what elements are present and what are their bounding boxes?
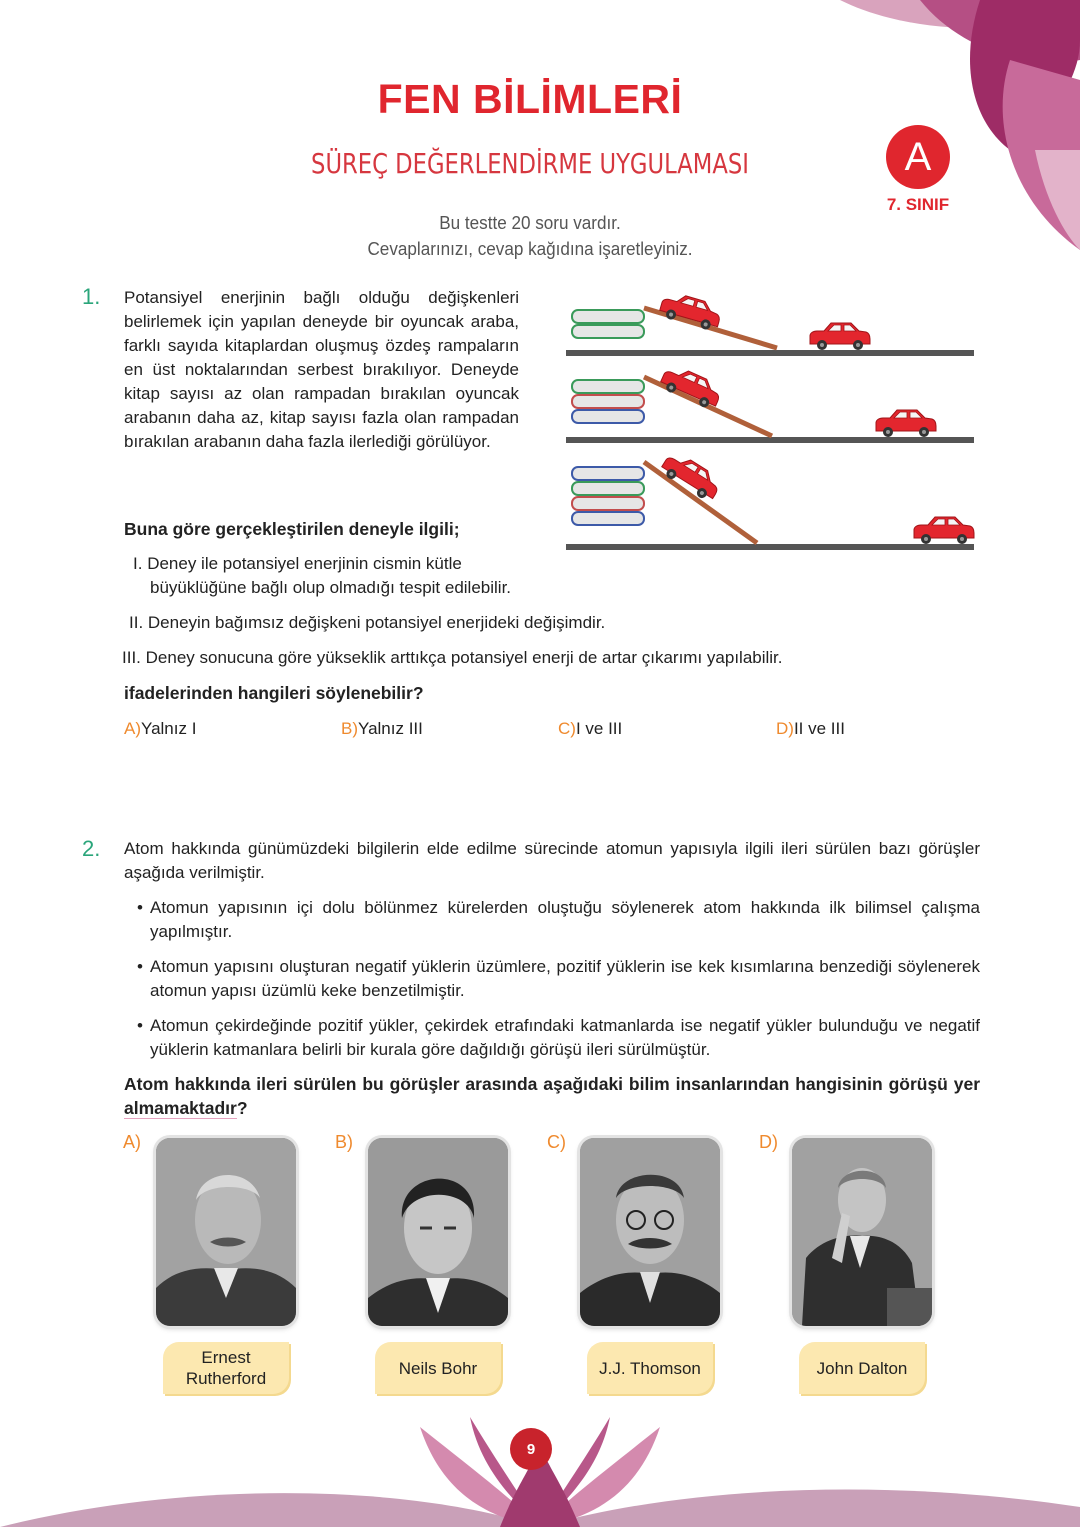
q1-option-d-letter: D) — [776, 719, 794, 738]
question-2-prompt-end: ? — [236, 1098, 248, 1118]
q2-option-c-name: J.J. Thomson — [587, 1342, 713, 1394]
ramp-row-2 — [566, 363, 974, 443]
booklet-badge: A — [886, 125, 950, 189]
question-2-text: Atom hakkında günümüzdeki bilgilerin elde edilme sürecinde atomun yapısıyla ilgili ileri sürülen bazı görüşler aşağıda verilmiştir. — [124, 839, 980, 882]
q2-bullet-2-text: Atomun yapısını oluşturan negatif yüklerin üzümlere, pozitif yüklerin ise kek kısımlarına benzediği söylenerek atomun yapısı üzümlü keke benzetilmiştir. — [150, 957, 980, 1000]
q2-option-a-name: Ernest Rutherford — [163, 1342, 289, 1394]
q1-option-c-text: I ve III — [575, 719, 623, 738]
page-subtitle: SÜREÇ DEĞERLENDİRME UYGULAMASI — [311, 147, 749, 180]
q2-bullet-1 — [137, 896, 980, 944]
q2-option-c-photo[interactable] — [580, 1138, 720, 1326]
statement-1 — [133, 552, 593, 600]
q1-option-a-text: Yalnız I — [141, 719, 197, 738]
q2-option-d-photo[interactable] — [792, 1138, 932, 1326]
q1-option-a[interactable] — [124, 719, 196, 739]
question-1-lead: Buna göre gerçekleştirilen deneyle ilgili; — [124, 519, 460, 539]
statement-3 — [122, 646, 982, 670]
q1-option-c-letter: C) — [558, 719, 576, 738]
grade-label: 7. SINIF — [886, 195, 950, 214]
q2-option-d-letter: D) — [759, 1132, 778, 1152]
q1-option-b-letter: B) — [341, 719, 358, 738]
statement-3-text: Deney sonucuna göre yükseklik arttıkça potansiyel enerji de artar çıkarımı yapılabilir. — [145, 648, 783, 667]
question-1-number: 1. — [82, 284, 101, 309]
q1-option-d-text: II ve III — [793, 719, 845, 738]
q1-option-a-letter: A) — [124, 719, 141, 738]
bullet-dot: • — [137, 957, 143, 976]
q2-option-b-letter: B) — [335, 1132, 353, 1152]
bullet-dot: • — [137, 898, 143, 917]
statement-2-numeral: II. — [129, 613, 144, 632]
q2-option-a-letter: A) — [123, 1132, 141, 1152]
test-instructions — [27, 210, 1034, 262]
statement-2-text: Deneyin bağımsız değişkeni potansiyel enerjideki değişimdir. — [147, 613, 606, 632]
q2-option-a-photo[interactable] — [156, 1138, 296, 1326]
question-1-text: Potansiyel enerjinin bağlı olduğu değişkenleri belirlemek için yapılan deneyde bir oyuncak araba, farklı sayıda kitaplardan oluşmuş özdeş rampaların en üst noktalarından serbest bırakılıyor. Deneyde kitap sayısı az olan rampadan bırakılan oyuncak arabanın daha az, kitap sayısı fazla olan rampadan bırakılan arabanın daha fazla ilerlediği görülüyor. — [124, 288, 519, 451]
bullet-dot: • — [137, 1016, 143, 1035]
q2-bullet-1-text: Atomun yapısının içi dolu bölünmez kürelerden oluştuğu söylenerek atom hakkında ilk bilimsel çalışma yapılmıştır. — [150, 898, 980, 941]
q1-option-c[interactable] — [558, 719, 622, 739]
q1-option-d[interactable] — [776, 719, 845, 739]
ramp-experiment-figure — [562, 280, 977, 555]
question-2-number: 2. — [82, 836, 101, 861]
instruction-line-2: Cevaplarınızı, cevap kağıdına işaretleyiniz. — [367, 239, 693, 259]
statement-2 — [129, 611, 829, 635]
statement-1-line-1: Deney ile potansiyel enerjinin cismin kütle — [147, 554, 462, 573]
question-2-prompt — [124, 1072, 980, 1120]
q2-option-c-letter: C) — [547, 1132, 566, 1152]
question-2-emphasis: almamaktadır — [124, 1098, 237, 1118]
q2-bullet-3 — [137, 1014, 980, 1062]
statement-1-line-2: büyüklüğüne bağlı olup olmadığı tespit edilebilir. — [150, 578, 512, 597]
q2-bullet-2 — [137, 955, 980, 1003]
q2-bullet-3-text: Atomun çekirdeğinde pozitif yükler, çekirdek etrafındaki katmanlarda ise negatif yükler bulunduğu ve negatif yüklerin katmanlara belirli bir kurala göre dağıldığı görüşü ileri sürülmüştür. — [150, 1016, 980, 1059]
question-1-prompt: ifadelerinden hangileri söylenebilir? — [124, 683, 424, 703]
statement-1-numeral: I. — [133, 554, 143, 573]
instruction-line-1: Bu testte 20 soru vardır. — [439, 213, 621, 233]
q2-option-d-name: John Dalton — [799, 1342, 925, 1394]
question-2-prompt-text: Atom hakkında ileri sürülen bu görüşler arasında aşağıdaki bilim insanlarından hangisinin görüşü yer — [124, 1074, 980, 1094]
page-number-badge: 9 — [510, 1428, 552, 1470]
ramp-row-3 — [566, 449, 974, 550]
q2-option-b-name: Neils Bohr — [375, 1342, 501, 1394]
page-title: FEN BİLİMLERİ — [377, 76, 683, 122]
q1-option-b[interactable] — [341, 719, 423, 739]
q1-option-b-text: Yalnız III — [358, 719, 423, 738]
q2-option-b-photo[interactable] — [368, 1138, 508, 1326]
statement-3-numeral: III. — [122, 648, 141, 667]
ramp-row-1 — [566, 290, 974, 356]
